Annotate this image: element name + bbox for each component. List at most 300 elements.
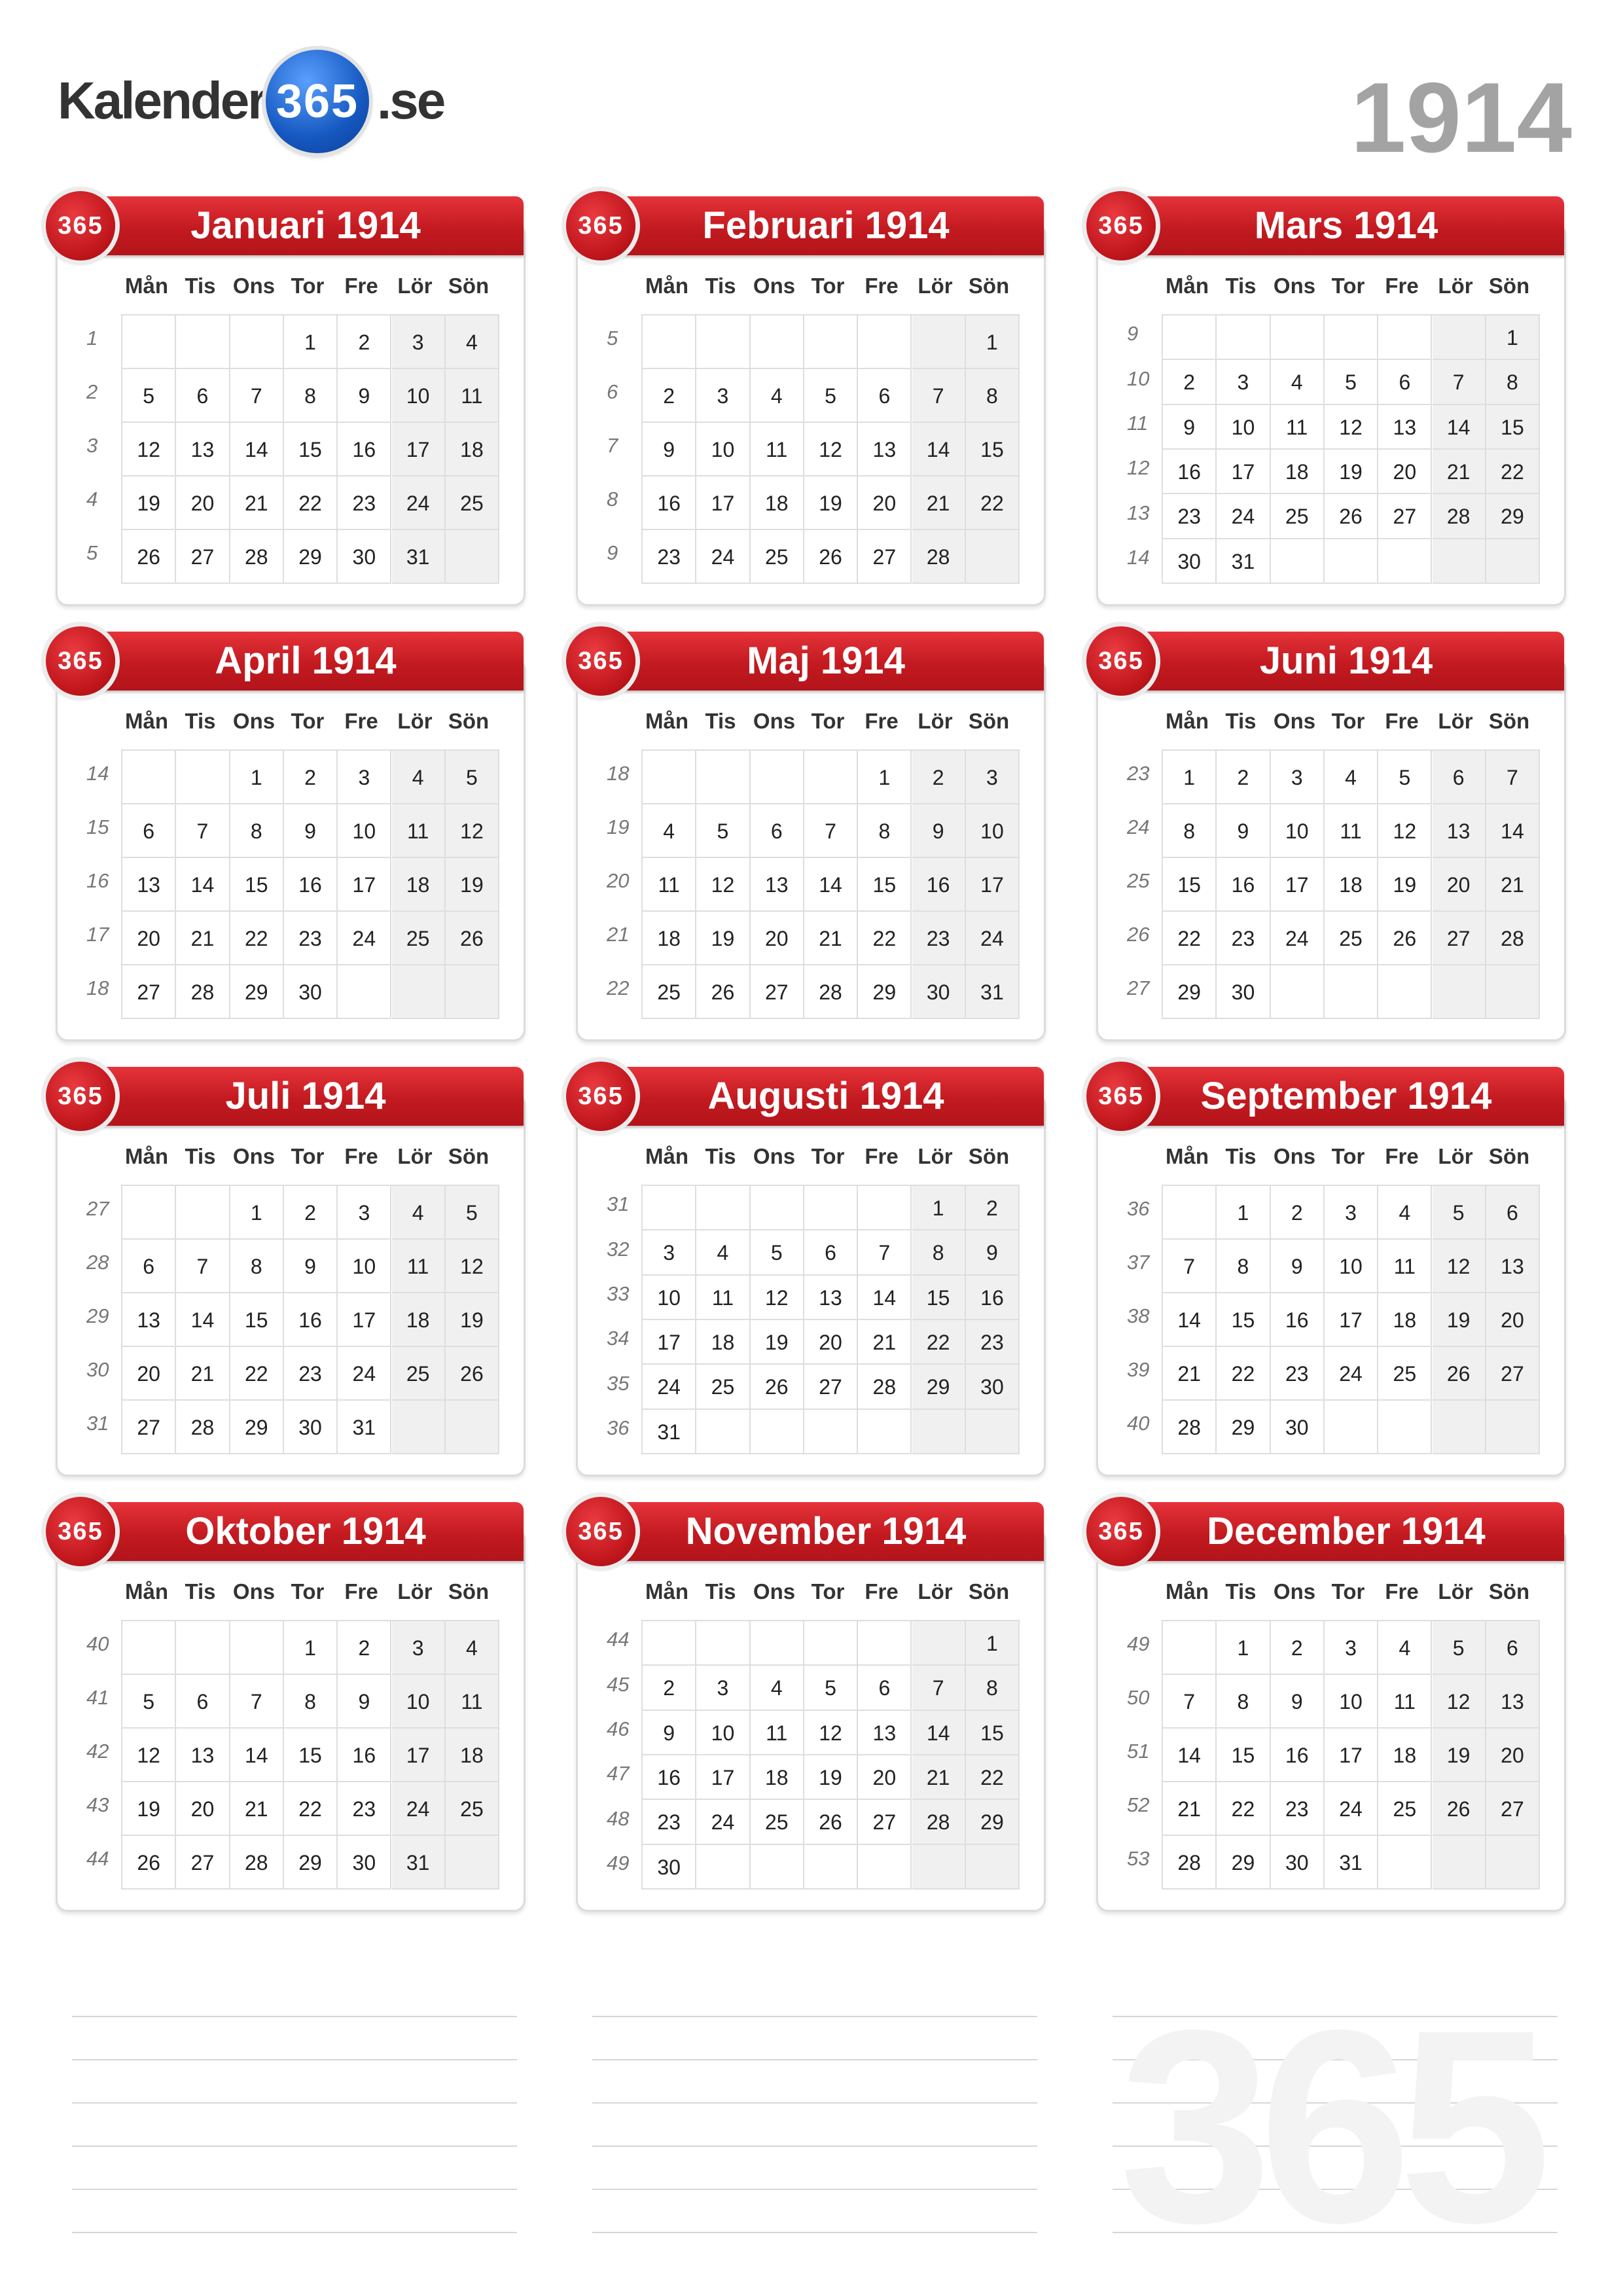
day-cell: 30 [1271,1401,1325,1454]
day-cell: 23 [1163,494,1217,539]
week-number: 45 [607,1672,630,1696]
note-line [72,2102,517,2104]
day-cell: 7 [230,1675,284,1729]
empty-day-cell [751,1410,804,1454]
day-cell: 20 [858,1755,912,1800]
day-cell: 5 [1378,751,1432,804]
empty-day-cell [751,1186,804,1230]
day-cell: 8 [1486,360,1540,404]
week-number: 11 [1127,411,1149,435]
empty-day-cell [1433,315,1486,360]
day-cell: 6 [1486,1186,1540,1240]
week-number: 40 [86,1632,109,1655]
day-cell: 1 [230,751,284,804]
week-number: 4 [86,488,98,511]
note-line [72,2189,517,2190]
day-cell: 22 [230,912,284,965]
day-cell: 22 [230,1347,284,1401]
day-cell: 9 [912,804,966,858]
weekday-label: Mån [125,1144,168,1168]
month-title: April 1914 [215,639,397,682]
day-cell: 18 [446,1729,499,1782]
weekday-label: Tis [705,274,736,298]
empty-day-cell [1325,539,1378,584]
empty-day-cell [696,1410,750,1454]
badge-365-icon: 365 [566,1497,635,1566]
day-cell: 15 [230,858,284,912]
empty-day-cell [751,1845,804,1890]
day-cell: 9 [643,1711,696,1755]
empty-day-cell [751,1621,804,1666]
day-cell: 20 [1486,1729,1540,1782]
day-cell: 28 [176,1401,230,1454]
day-cell: 20 [1486,1293,1540,1347]
day-cell: 31 [1217,539,1270,584]
day-cell: 12 [804,423,858,476]
note-line [592,2232,1037,2233]
day-cell: 29 [1217,1836,1270,1890]
day-cell: 31 [392,530,446,584]
badge-365-icon: 365 [1086,1497,1156,1566]
week-number: 35 [607,1371,630,1395]
empty-day-cell [122,1621,176,1675]
day-cell: 1 [1163,751,1217,804]
day-cell: 13 [122,1293,176,1347]
month-title: Mars 1914 [1254,204,1438,247]
week-number: 30 [86,1358,109,1381]
day-cell: 30 [1217,965,1270,1019]
day-cell: 24 [392,1782,446,1836]
day-cell: 8 [284,1675,338,1729]
day-cell: 15 [1217,1729,1270,1782]
day-cell: 11 [392,1240,446,1293]
day-cell: 25 [392,1347,446,1401]
weekday-label: Ons [1273,709,1316,733]
day-cell: 5 [446,751,499,804]
day-cell: 26 [804,1800,858,1844]
day-cell: 13 [1433,804,1486,858]
month-calendar [46,1502,524,1909]
month-header [1128,632,1564,691]
day-cell: 25 [446,476,499,530]
note-line [72,2232,517,2233]
day-cell: 30 [1271,1836,1325,1890]
day-cell: 2 [284,751,338,804]
month-header [1128,1067,1564,1126]
day-cell: 14 [912,1711,966,1755]
day-cell: 13 [176,423,230,476]
day-cell: 4 [392,1186,446,1240]
day-cell: 12 [1433,1240,1486,1293]
day-cell: 10 [1325,1675,1378,1729]
day-cell: 24 [392,476,446,530]
week-number: 9 [1127,322,1139,346]
weekday-label: Tor [291,709,325,733]
day-cell: 7 [176,804,230,858]
day-cell: 12 [751,1276,804,1320]
day-cell: 2 [643,1666,696,1710]
day-grid [641,314,1020,584]
day-cell: 25 [1378,1782,1432,1836]
day-cell: 12 [1378,804,1432,858]
day-cell: 26 [1433,1782,1486,1836]
day-cell: 7 [230,369,284,423]
day-cell: 18 [392,858,446,912]
week-number: 20 [607,869,630,892]
week-number: 6 [607,380,618,403]
day-cell: 4 [696,1230,750,1275]
day-cell: 2 [912,751,966,804]
day-cell: 12 [1433,1675,1486,1729]
day-cell: 29 [284,530,338,584]
day-cell: 5 [751,1230,804,1275]
day-cell: 14 [1433,405,1486,450]
day-cell: 25 [1378,1347,1432,1401]
month-title: November 1914 [685,1510,967,1552]
day-cell: 28 [1163,1836,1217,1890]
empty-day-cell [446,1836,499,1890]
weekday-label: Tis [185,1144,216,1168]
day-cell: 10 [966,804,1020,858]
day-cell: 28 [230,530,284,584]
empty-day-cell [392,1401,446,1454]
day-cell: 29 [1486,494,1540,539]
week-number: 34 [607,1327,630,1350]
day-cell: 15 [284,423,338,476]
empty-day-cell [446,1401,499,1454]
day-cell: 17 [1217,450,1270,494]
day-cell: 7 [1486,751,1540,804]
day-cell: 27 [1433,912,1486,965]
day-cell: 13 [858,423,912,476]
week-number: 36 [607,1416,630,1439]
logo-text-kalender: Kalender [58,71,266,130]
badge-365-icon: 365 [46,191,115,260]
weekday-label: Mån [1166,1579,1209,1604]
day-cell: 4 [446,315,499,369]
empty-day-cell [446,965,499,1019]
empty-day-cell [912,1621,966,1666]
day-cell: 29 [230,965,284,1019]
day-cell: 8 [966,1666,1020,1710]
week-number: 51 [1127,1740,1150,1763]
month-calendar [1086,196,1564,603]
day-cell: 27 [176,1836,230,1890]
day-cell: 3 [392,315,446,369]
day-cell: 3 [338,1186,391,1240]
note-line [72,2145,517,2147]
empty-day-cell [1378,965,1432,1019]
empty-day-cell [643,751,696,804]
day-cell: 28 [804,965,858,1019]
day-cell: 20 [122,912,176,965]
week-number: 3 [86,434,98,457]
day-cell: 27 [858,1800,912,1844]
weekday-label: Sön [448,1144,490,1168]
weekday-label: Tor [811,1144,845,1168]
month-calendar [1086,1067,1564,1474]
empty-day-cell [966,1410,1020,1454]
empty-day-cell [176,1621,230,1675]
day-cell: 9 [284,804,338,858]
badge-365-icon: 365 [46,1497,115,1566]
day-cell: 20 [176,1782,230,1836]
day-cell: 29 [966,1800,1020,1844]
day-cell: 4 [392,751,446,804]
week-number: 31 [86,1412,109,1435]
day-cell: 17 [966,858,1020,912]
day-cell: 4 [446,1621,499,1675]
day-cell: 10 [643,1276,696,1320]
weekday-label: Tor [1331,709,1365,733]
note-line [592,2102,1037,2104]
weekday-label: Lör [397,1144,433,1168]
day-cell: 19 [804,1755,858,1800]
day-cell: 14 [1163,1729,1217,1782]
week-number: 15 [86,816,109,838]
empty-day-cell [1271,539,1325,584]
empty-day-cell [751,315,804,369]
day-cell: 28 [1486,912,1540,965]
day-cell: 21 [912,476,966,530]
day-cell: 25 [751,1800,804,1844]
day-cell: 13 [176,1729,230,1782]
day-cell: 16 [912,858,966,912]
day-cell: 13 [858,1711,912,1755]
week-number: 24 [1127,816,1150,838]
empty-day-cell [696,751,750,804]
day-cell: 15 [966,423,1020,476]
day-cell: 22 [284,1782,338,1836]
badge-365-icon: 365 [46,626,115,696]
weekday-label: Fre [1385,709,1419,733]
watermark-365: 365 [1119,1973,1539,2280]
month-header [608,632,1044,691]
week-number: 7 [607,434,618,457]
empty-day-cell [1163,1186,1217,1240]
day-cell: 2 [1271,1621,1325,1675]
weekday-label: Tor [291,274,325,298]
day-cell: 20 [1433,858,1486,912]
day-cell: 8 [912,1230,966,1275]
empty-day-cell [804,1186,858,1230]
day-cell: 8 [858,804,912,858]
day-cell: 18 [1378,1729,1432,1782]
week-number: 18 [86,977,109,999]
empty-day-cell [804,1410,858,1454]
day-cell: 18 [446,423,499,476]
note-line [592,2016,1037,2017]
day-cell: 2 [643,369,696,423]
day-cell: 5 [804,369,858,423]
day-cell: 30 [338,1836,391,1890]
day-cell: 3 [696,1666,750,1710]
week-number: 5 [607,327,618,350]
empty-day-cell [1433,1836,1486,1890]
day-cell: 28 [176,965,230,1019]
day-cell: 23 [284,912,338,965]
day-cell: 20 [858,476,912,530]
empty-day-cell [1433,539,1486,584]
day-cell: 18 [1378,1293,1432,1347]
day-cell: 14 [1163,1293,1217,1347]
empty-day-cell [804,315,858,369]
day-cell: 25 [643,965,696,1019]
day-cell: 3 [1217,360,1270,404]
day-cell: 3 [696,369,750,423]
day-grid [1162,314,1540,584]
day-cell: 30 [284,965,338,1019]
day-cell: 20 [751,912,804,965]
day-cell: 27 [122,1401,176,1454]
day-cell: 2 [1163,360,1217,404]
weekday-label: Ons [1273,1144,1316,1168]
weekday-label: Lör [397,274,433,298]
day-cell: 4 [1378,1186,1432,1240]
day-cell: 11 [751,423,804,476]
weekday-label: Mån [645,709,688,733]
day-cell: 27 [1486,1347,1540,1401]
empty-day-cell [804,751,858,804]
weekday-label: Tis [705,1579,736,1604]
empty-day-cell [392,965,446,1019]
week-number: 41 [86,1686,109,1709]
day-cell: 21 [1163,1782,1217,1836]
day-cell: 31 [643,1410,696,1454]
week-number: 21 [607,923,630,946]
month-header [88,632,524,691]
day-cell: 5 [804,1666,858,1710]
weekday-label: Tis [705,709,736,733]
day-cell: 20 [804,1320,858,1365]
month-header [608,1502,1044,1561]
day-cell: 24 [1271,912,1325,965]
weekday-label: Tor [811,1579,845,1604]
day-cell: 4 [643,804,696,858]
day-cell: 15 [966,1711,1020,1755]
weekday-label: Lör [918,1144,953,1168]
weekday-label: Mån [645,1144,688,1168]
weekday-label: Tis [185,274,216,298]
weekday-label: Fre [865,1144,899,1168]
day-cell: 19 [446,1293,499,1347]
day-cell: 6 [176,1675,230,1729]
day-cell: 22 [1486,450,1540,494]
day-cell: 17 [1325,1293,1378,1347]
day-cell: 28 [1433,494,1486,539]
week-number: 14 [1127,545,1150,569]
site-logo[interactable] [58,46,450,157]
week-number: 44 [607,1628,630,1651]
week-number: 29 [86,1304,109,1327]
day-cell: 16 [1271,1293,1325,1347]
day-cell: 16 [1271,1729,1325,1782]
day-cell: 15 [858,858,912,912]
day-cell: 14 [858,1276,912,1320]
day-cell: 28 [858,1365,912,1409]
day-cell: 21 [912,1755,966,1800]
day-cell: 23 [912,912,966,965]
empty-day-cell [1163,1621,1217,1675]
month-calendar [46,196,524,603]
day-cell: 5 [1325,360,1378,404]
day-cell: 6 [1378,360,1432,404]
week-number: 44 [86,1847,109,1870]
day-cell: 1 [966,1621,1020,1666]
day-cell: 11 [1378,1240,1432,1293]
weekday-label: Fre [865,1579,899,1604]
day-cell: 31 [338,1401,391,1454]
badge-365-icon: 365 [1086,191,1156,260]
day-cell: 5 [1433,1621,1486,1675]
week-number: 40 [1127,1412,1150,1435]
day-cell: 18 [643,912,696,965]
day-cell: 18 [751,1755,804,1800]
day-cell: 23 [1217,912,1270,965]
empty-day-cell [643,1186,696,1230]
day-cell: 19 [446,858,499,912]
day-cell: 26 [1325,494,1378,539]
day-cell: 10 [1217,405,1270,450]
day-cell: 24 [966,912,1020,965]
day-cell: 30 [643,1845,696,1890]
day-cell: 26 [446,912,499,965]
day-cell: 7 [1163,1675,1217,1729]
day-cell: 24 [1325,1782,1378,1836]
day-cell: 14 [804,858,858,912]
empty-day-cell [1271,315,1325,360]
weekday-label: Sön [1488,274,1530,298]
week-number: 18 [607,762,630,785]
empty-day-cell [1217,315,1270,360]
weekday-label: Tis [1225,274,1257,298]
day-cell: 2 [966,1186,1020,1230]
weekday-label: Tis [1225,1144,1257,1168]
weekday-label: Sön [968,274,1010,298]
badge-365-icon: 365 [46,1062,115,1131]
day-cell: 30 [338,530,391,584]
weekday-label: Mån [125,274,168,298]
day-cell: 13 [1486,1240,1540,1293]
empty-day-cell [912,315,966,369]
week-number: 38 [1127,1304,1150,1327]
day-cell: 15 [1217,1293,1270,1347]
weekday-label: Tis [1225,1579,1257,1604]
empty-day-cell [122,1186,176,1240]
weekday-label: Mån [125,709,168,733]
week-number: 39 [1127,1358,1150,1381]
day-cell: 13 [122,858,176,912]
day-cell: 17 [696,1755,750,1800]
day-cell: 9 [1217,804,1270,858]
empty-day-cell [122,751,176,804]
day-cell: 23 [1271,1782,1325,1836]
week-number: 1 [86,327,98,350]
day-cell: 29 [858,965,912,1019]
day-cell: 10 [1271,804,1325,858]
day-cell: 11 [446,369,499,423]
day-cell: 12 [122,1729,176,1782]
empty-day-cell [751,751,804,804]
day-cell: 7 [804,804,858,858]
day-cell: 15 [912,1276,966,1320]
day-cell: 9 [338,369,391,423]
empty-day-cell [1325,1401,1378,1454]
day-cell: 19 [122,476,176,530]
day-cell: 2 [338,315,391,369]
day-cell: 23 [338,1782,391,1836]
day-cell: 26 [1378,912,1432,965]
